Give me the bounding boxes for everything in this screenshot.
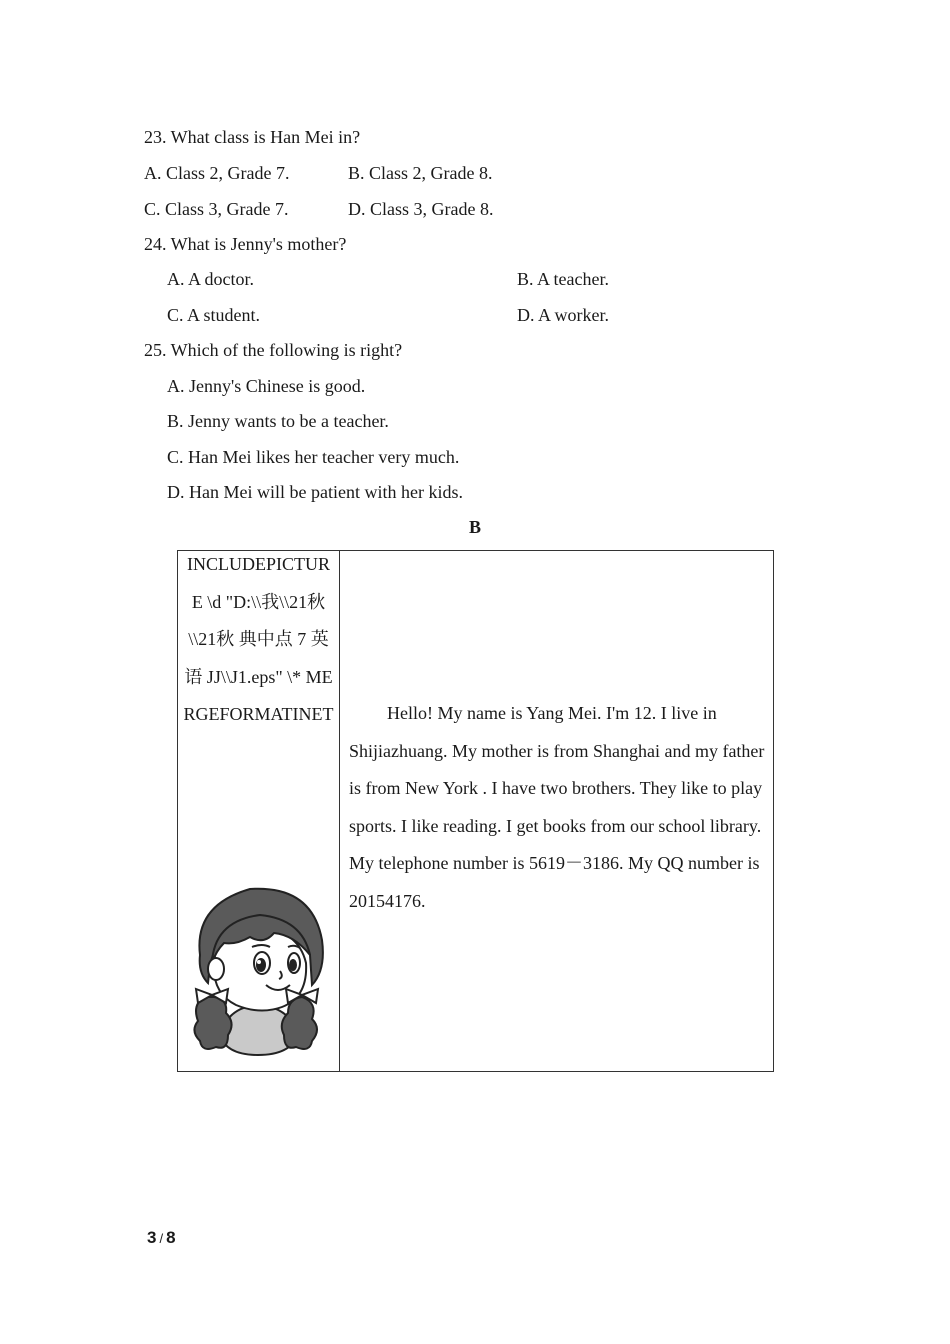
option-25-c: C. Han Mei likes her teacher very much. [167, 447, 460, 467]
option-23-b: B. Class 2, Grade 8. [348, 163, 493, 183]
page-current: 3 [147, 1228, 157, 1247]
option-25-b: B. Jenny wants to be a teacher. [167, 411, 389, 431]
option-25-a: A. Jenny's Chinese is good. [167, 376, 366, 396]
option-24-a: A. A doctor. [167, 269, 255, 289]
option-23-c: C. Class 3, Grade 7. [144, 199, 289, 219]
passage-cell [340, 551, 774, 1072]
page-number [147, 1228, 176, 1248]
page-total: 8 [166, 1228, 176, 1247]
question-23: 23. What class is Han Mei in? [144, 127, 361, 147]
question-25: 25. Which of the following is right? [144, 340, 403, 360]
question-24: 24. What is Jenny's mother? [144, 234, 347, 254]
option-23-a: A. Class 2, Grade 7. [144, 163, 290, 183]
option-24-b: B. A teacher. [517, 269, 609, 289]
option-25-d: D. Han Mei will be patient with her kids. [167, 482, 463, 502]
option-24-c: C. A student. [167, 305, 261, 325]
section-label: B [468, 517, 481, 537]
option-24-d: D. A worker. [517, 305, 609, 325]
girl-illustration [190, 885, 325, 1057]
page-separator: / [159, 1231, 164, 1246]
passage-text: Hello! My name is Yang Mei. I'm 12. I live in Shijiazhuang. My mother is from Shanghai and my father is from New York . I have two brothers. They like to play sports. I like reading. I get books from our school library. My telephone number is 5619－3186. My QQ number is 20154176. [349, 703, 765, 911]
option-23-d: D. Class 3, Grade 8. [348, 199, 494, 219]
field-code-text: INCLUDEPICTURE \d "D:\\我\\21秋\\21秋 典中点 7 英语 JJ\\J1.eps" \* MERGEFORMATINET [183, 554, 334, 724]
